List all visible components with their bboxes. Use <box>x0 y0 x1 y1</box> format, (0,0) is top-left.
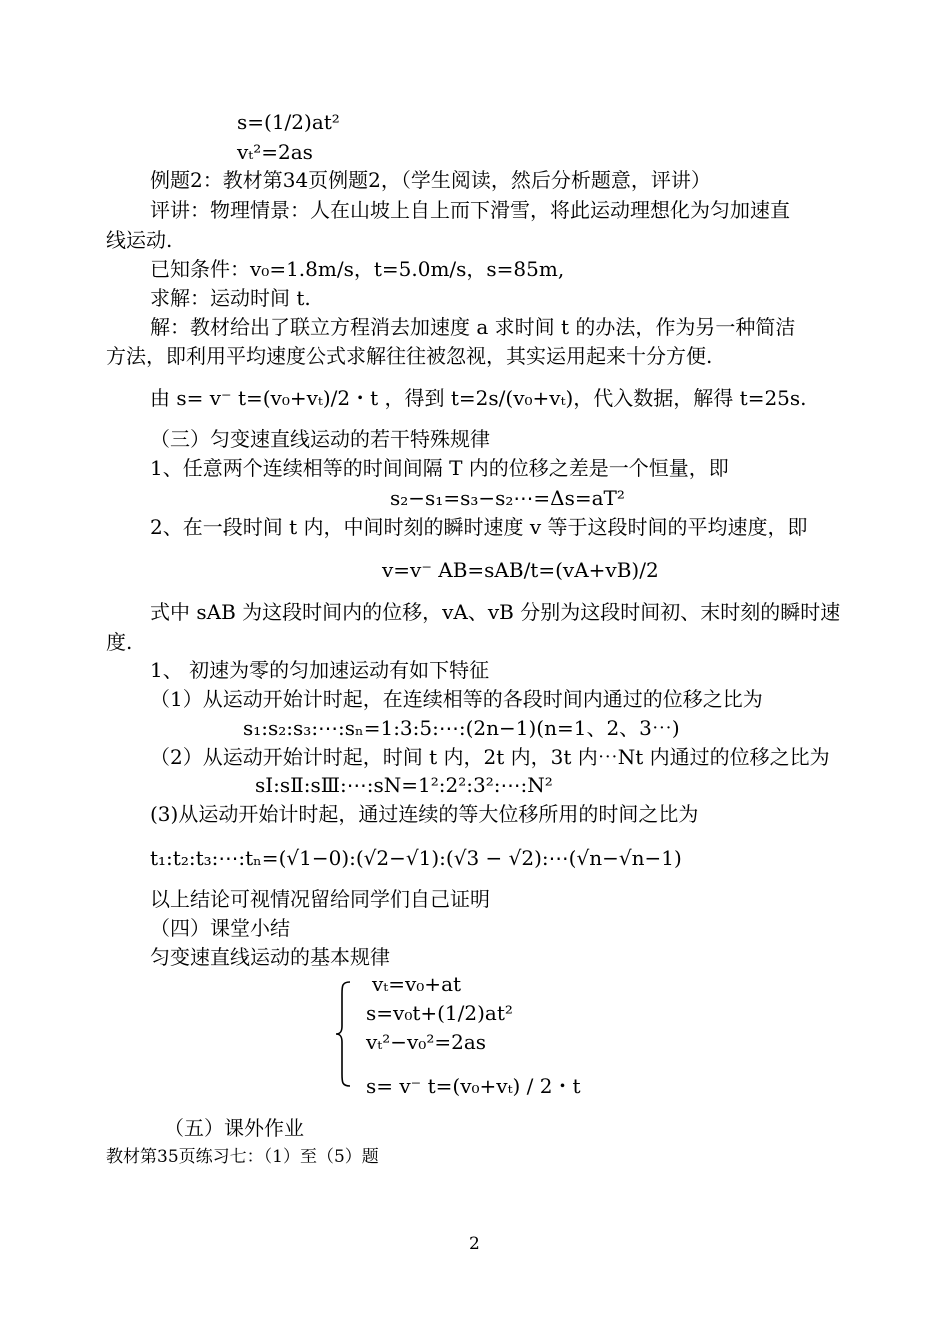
rule-2-formula: v=v⁻ AB=sAB/t=(vA+vB)/2 <box>382 558 659 582</box>
page-number: 2 <box>469 1234 480 1254</box>
basic-rule-average-velocity: s= v⁻ t=(v₀+vₜ) / 2・t <box>366 1074 581 1098</box>
basic-rule-displacement: s=v₀t+(1/2)at² <box>366 1001 513 1025</box>
rule-1-text: 1、任意两个连续相等的时间间隔 T 内的位移之差是一个恒量，即 <box>150 456 729 480</box>
left-brace-icon <box>334 980 352 1088</box>
rule-2-text: 2、在一段时间 t 内，中间时刻的瞬时速度 v 等于这段时间的平均速度，即 <box>150 515 808 539</box>
formula-s-half-at2: s=(1/2)at² <box>237 110 340 134</box>
example-2-heading: 例题2：教材第34页例题2，（学生阅读，然后分析题意，评讲） <box>150 168 711 192</box>
feature-3-formula: t₁:t₂:t₃:⋯:tₙ=(√1−0):(√2−√1):(√3 − √2):⋯(√n−√n−1) <box>150 846 682 870</box>
zero-initial-heading: 1、 初速为零的匀加速运动有如下特征 <box>150 658 490 682</box>
feature-2-formula: sⅠ:sⅡ:sⅢ:⋯:sN=1²:2²:3²:⋯:N² <box>255 773 553 797</box>
rule-2-explain-1: 式中 sAB 为这段时间内的位移，vA、vB 分别为这段时间初、末时刻的瞬时速 <box>150 600 841 624</box>
feature-1-text: （1）从运动开始计时起，在连续相等的各段时间内通过的位移之比为 <box>150 687 763 711</box>
section-4-heading: （四）课堂小结 <box>150 916 290 940</box>
solution-line-1: 解：教材给出了联立方程消去加速度 a 求时间 t 的办法，作为另一种简洁 <box>150 315 796 339</box>
homework-assignment: 教材第35页练习七：（1）至（5）题 <box>106 1147 379 1167</box>
feature-1-formula: s₁:s₂:s₃:⋯:sₙ=1:3:5:⋯:(2n−1)(n=1、2、3⋯) <box>243 716 680 740</box>
section-5-heading: （五）课外作业 <box>164 1116 304 1140</box>
section-3-heading: （三）匀变速直线运动的若干特殊规律 <box>150 427 490 451</box>
find-time: 求解：运动时间 t. <box>150 286 311 310</box>
feature-2-text: （2）从运动开始计时起，时间 t 内，2t 内，3t 内⋯Nt 内通过的位移之比为 <box>150 745 830 769</box>
comment-line-1: 评讲：物理情景：人在山坡上自上而下滑雪，将此运动理想化为匀加速直 <box>150 198 790 222</box>
rule-2-explain-2: 度. <box>106 630 133 654</box>
rule-1-formula: s₂−s₁=s₃−s₂⋯=Δs=aT² <box>390 486 625 510</box>
basic-rule-velocity: vₜ=v₀+at <box>372 972 462 996</box>
formula-vt2-2as: vₜ²=2as <box>237 140 313 164</box>
solution-line-2: 方法，即利用平均速度公式求解往往被忽视，其实运用起来十分方便. <box>106 344 713 368</box>
basic-rule-velocity-squared: vₜ²−v₀²=2as <box>366 1030 487 1054</box>
known-conditions: 已知条件：v₀=1.8m/s，t=5.0m/s，s=85m, <box>150 257 565 281</box>
conclusion-note: 以上结论可视情况留给同学们自己证明 <box>150 887 490 911</box>
comment-line-2: 线运动. <box>106 228 173 252</box>
basic-rules-heading: 匀变速直线运动的基本规律 <box>150 945 390 969</box>
solution-result: 由 s= v⁻ t=(v₀+vₜ)/2・t ，得到 t=2s/(v₀+vₜ)，代入数据，解得 t=25s. <box>150 386 807 410</box>
feature-3-text: (3)从运动开始计时起，通过连续的等大位移所用的时间之比为 <box>150 802 699 826</box>
